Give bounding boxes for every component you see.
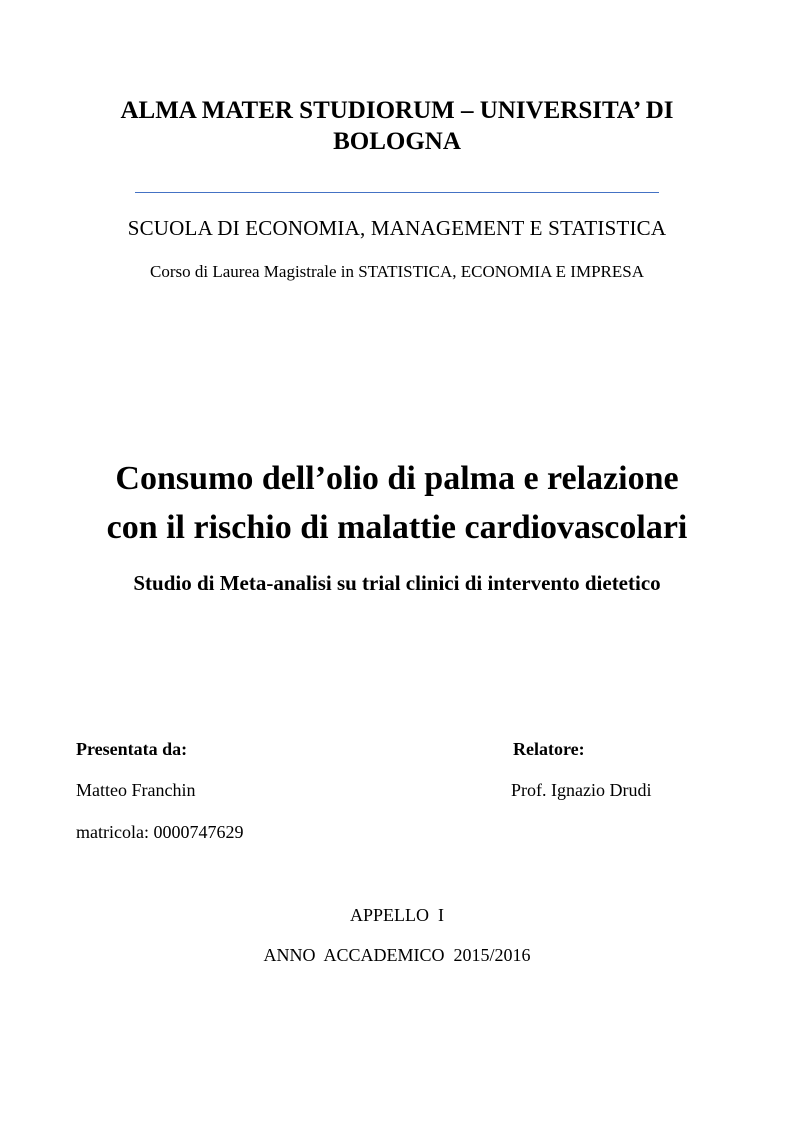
academic-year: ANNO ACCADEMICO 2015/2016 — [263, 945, 531, 965]
university-name — [0, 95, 794, 157]
thesis-subtitle: Studio di Meta-analisi su trial clinici di intervento dietetico — [133, 571, 661, 595]
school-name: SCUOLA DI ECONOMIA, MANAGEMENT E STATISTICA — [127, 216, 667, 240]
exam-session: APPELLO I — [350, 905, 444, 925]
thesis-title — [0, 454, 794, 552]
supervisor-label: Relatore: — [513, 739, 585, 759]
university-name-line2: BOLOGNA — [333, 128, 461, 155]
thesis-title-line2: con il rischio di malattie cardiovascolari — [106, 509, 688, 546]
candidate-name: Matteo Franchin — [76, 780, 196, 800]
thesis-title-line1: Consumo dell’olio di palma e relazione — [115, 460, 679, 497]
supervisor-name: Prof. Ignazio Drudi — [511, 780, 652, 800]
course-name: Corso di Laurea Magistrale in STATISTICA, ECONOMIA E IMPRESA — [150, 262, 644, 281]
university-name-line1: ALMA MATER STUDIORUM – UNIVERSITA’ DI — [120, 97, 674, 124]
header-divider — [135, 192, 659, 193]
candidate-matricola: matricola: 0000747629 — [76, 822, 244, 842]
candidate-label: Presentata da: — [76, 739, 188, 759]
